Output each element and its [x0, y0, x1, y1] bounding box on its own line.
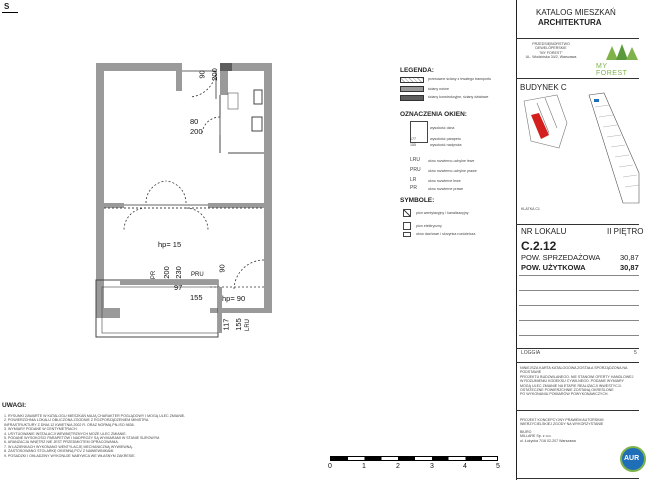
- legend-swatch-2: [400, 86, 424, 92]
- legend-item-1: przesuwne ściany z trwałego transportu: [428, 77, 492, 81]
- divider: [516, 348, 639, 349]
- dim-90: 90: [217, 264, 227, 273]
- my-forest-logo-text: MY FOREST: [596, 63, 628, 77]
- site-plan: [519, 93, 639, 203]
- sale-area-label: POW. SPRZEDAŻOWA: [521, 253, 601, 262]
- note-line: 4. USYTUOWANIE INSTALACJI WEWNĘTRZNYCH MOŻE ULEC ZMIANIE.: [4, 431, 127, 436]
- disclaimer-line: MOGĄ ULEC ZMIANIE NA ETAPIE REALIZACJI INWESTYCJI.: [520, 383, 622, 388]
- legend-title: LEGENDA:: [400, 67, 434, 74]
- divider: [516, 478, 639, 479]
- window-code-lr: LR: [410, 177, 417, 183]
- note-line: 3. WYMIARY PODANE W CENTYMETRACH.: [4, 427, 78, 432]
- investor-line: PRZEDSIĘBIORSTWO: [532, 42, 570, 46]
- area-rule: [519, 275, 639, 276]
- symbols-title: SYMBOLE:: [400, 197, 435, 204]
- note-line: 6. ARANŻACJA WNĘTRZ NIE JEST PRZEDMIOTEM OPRACOWANIA.: [4, 440, 119, 445]
- loggia-label: LOGGIA: [521, 350, 541, 356]
- investor-block: [520, 42, 582, 60]
- switchbox-icon: [403, 232, 411, 237]
- bathroom-door: [202, 117, 220, 135]
- dim-door2-200: 200: [190, 127, 203, 136]
- note-line: 8. ZASTOSOWANO STOLARKĘ OKIENNĄ PCV Z NAWIEWNIKAMI.: [4, 449, 115, 454]
- aur-logo-text: AUR: [624, 455, 640, 462]
- disclaimer-line: W ROZUMIENIU KODEKSU CYWILNEGO. PODANE WYMIARY: [520, 379, 624, 384]
- floor-plan: [80, 55, 320, 370]
- window-text-lr: okno rozwierne lewe: [428, 179, 461, 183]
- dim-hp15: hp= 15: [158, 240, 182, 249]
- catalog-title: KATALOG MIESZKAŃ: [536, 8, 616, 17]
- footer-block: [520, 418, 615, 443]
- corner-mark-line: [2, 12, 18, 13]
- scale-tick-3: 3: [430, 463, 434, 470]
- disclaimer-line: OSTATECZNE POWIERZCHNIE ZOSTANĄ OKREŚLONE: [520, 388, 614, 393]
- dim-door-200: 200: [209, 68, 219, 81]
- dim-155b: 155: [233, 318, 243, 331]
- dim-lru: LRU: [245, 318, 252, 332]
- area-rule: [519, 305, 639, 306]
- dim-door2-80: 80: [190, 117, 199, 126]
- divider: [516, 78, 639, 79]
- legend-swatch-1: [400, 77, 424, 83]
- footer-line: WIERZYCIELSKIEJ ZGODY NA WYKORZYSTANIE: [520, 422, 604, 427]
- window-code-lru: LRU: [410, 157, 421, 163]
- partitions: [104, 90, 264, 208]
- balcony-doors: [124, 181, 208, 230]
- window-code-pru: PRU: [410, 167, 421, 173]
- note-line: INFRASTRUKTURY Z DNIA 12 KWIETNIA 2002 R. ORAZ NORMĄ PN-ISO 9836.: [4, 422, 135, 427]
- divider: [516, 362, 639, 363]
- footer-line: PROJEKT KONCEPCYJNY PRAWEM AUTORSKIM: [520, 418, 604, 422]
- building-label: BUDYNEK C: [520, 83, 567, 92]
- symbol-text-1: pion wentylacyjny / kanalizacyjny: [416, 211, 469, 215]
- notes-block: [4, 414, 259, 458]
- footer-line: ul. Łużycka 7/16 02-207 Warszawa: [520, 438, 576, 443]
- vent-shaft-icon: [403, 209, 411, 217]
- dim-200: 200: [161, 266, 171, 279]
- stair-label: KLATKA C1: [521, 207, 540, 211]
- scale-tick-0: 0: [328, 463, 332, 470]
- unit-number: C.2.12: [521, 239, 557, 253]
- window-text-pr: okno rozwierne prawe: [428, 187, 464, 191]
- scale-tick-5: 5: [496, 463, 500, 470]
- disclaimer-line: PO WYKONANIU POMIARÓW POWYKONAWCZYCH.: [520, 392, 609, 397]
- usable-area-label: POW. UŻYTKOWA: [521, 263, 586, 272]
- scale-tick-2: 2: [396, 463, 400, 470]
- area-rule: [519, 290, 639, 291]
- note-line: 9. POSADZKI I OKŁADZINY WYKONUJE NABYWCA WE WŁASNYM ZAKRESIE.: [4, 453, 136, 458]
- window-text-1: wysokość parapetu: [430, 137, 461, 141]
- scale-tick-4: 4: [463, 463, 467, 470]
- divider: [516, 224, 639, 225]
- symbol-text-3: okno dachowe / skrzynka rozdzielcza: [416, 232, 476, 236]
- sale-area-value: 30,87: [620, 253, 639, 262]
- dim-door-90: 90: [197, 70, 207, 79]
- dim-230: 230: [173, 266, 183, 279]
- my-forest-logo: [602, 40, 639, 62]
- dim-pr: PR: [151, 270, 158, 280]
- electric-shaft-icon: [403, 222, 411, 230]
- investor-line: "MY FOREST": [539, 50, 563, 55]
- usable-area-value: 30,87: [620, 263, 639, 272]
- disclaimer: [520, 366, 638, 397]
- area-rule: [519, 335, 639, 336]
- legend-item-2: ściany nośne: [428, 87, 449, 91]
- window-text-lru: okno rozwierno-uchylne lewe: [428, 159, 475, 163]
- dim-117: 117: [221, 318, 231, 331]
- dim-155: 155: [190, 293, 203, 302]
- dim-pru: PRU: [191, 272, 204, 278]
- investor-line: UL. Wodzińska 34/2, Warszawa: [525, 55, 577, 60]
- note-line: 7. W ŁAZIENKACH WYKONANO WENTYLACJĘ MECHANICZNĄ WYWIEWNĄ.: [4, 444, 133, 449]
- footer-line: BIURO: [520, 429, 532, 434]
- window-text-0: wysokość okna: [430, 126, 455, 130]
- legend-item-3: ściany konstrukcyjne, ściany działowe: [428, 95, 489, 99]
- investor-line: DEWELOPERSKIE: [535, 46, 567, 51]
- note-line: 5. PODANE WYSOKOŚCI PARAPETÓW I NADPROŻY SĄ WYMIARAMI W STANIE SUROWYM.: [4, 436, 161, 441]
- notes-title: UWAGI:: [2, 402, 27, 409]
- window-code-pr: PR: [410, 185, 417, 191]
- area-rule: [519, 320, 639, 321]
- window-text-pru: okno rozwierno-uchylne prawe: [428, 169, 477, 173]
- legend-swatch-3: [400, 95, 424, 101]
- window-code-155: 155: [410, 143, 416, 147]
- footer-line: MILLARE Sp. z o.o.: [520, 434, 552, 439]
- note-line: 1. RYSUNKI ZAWARTE W KATALOGU MIESZKAŃ MAJĄ CHARAKTER POGLĄDOWY I MOGĄ ULEC ZMIANIE.: [4, 414, 186, 418]
- catalog-subtitle: ARCHITEKTURA: [538, 18, 602, 27]
- floor-label: II PIĘTRO: [607, 227, 644, 236]
- dim-hp90: hp= 90: [222, 294, 246, 303]
- scale-bar: [330, 456, 498, 461]
- windows-title: OZNACZENIA OKIEN:: [400, 111, 467, 118]
- dim-97: 97: [174, 283, 183, 292]
- note-line: 2. POWIERZCHNIA LOKALU OBLICZONA ZGODNIE Z ROZPORZĄDZENIEM MINISTRA: [4, 418, 149, 423]
- divider: [516, 410, 639, 411]
- symbol-text-2: pion elektryczny: [416, 224, 442, 228]
- disclaimer-line: NINIEJSZA KARTA KATALOGOWA ZOSTAŁA SPORZĄDZONA NA PODSTAWIE: [520, 366, 628, 375]
- loggia-value: 5: [634, 350, 637, 356]
- unit-number-label: NR LOKALU: [521, 227, 567, 236]
- corner-mark: S: [4, 2, 10, 11]
- divider: [516, 38, 639, 39]
- scale-tick-1: 1: [362, 463, 366, 470]
- window-text-2: wysokość nadproża: [430, 143, 462, 147]
- disclaimer-line: PROJEKTU BUDOWLANEGO. NIE STANOWI OFERTY HANDLOWEJ: [520, 374, 634, 379]
- window-code-177: 177: [410, 137, 416, 141]
